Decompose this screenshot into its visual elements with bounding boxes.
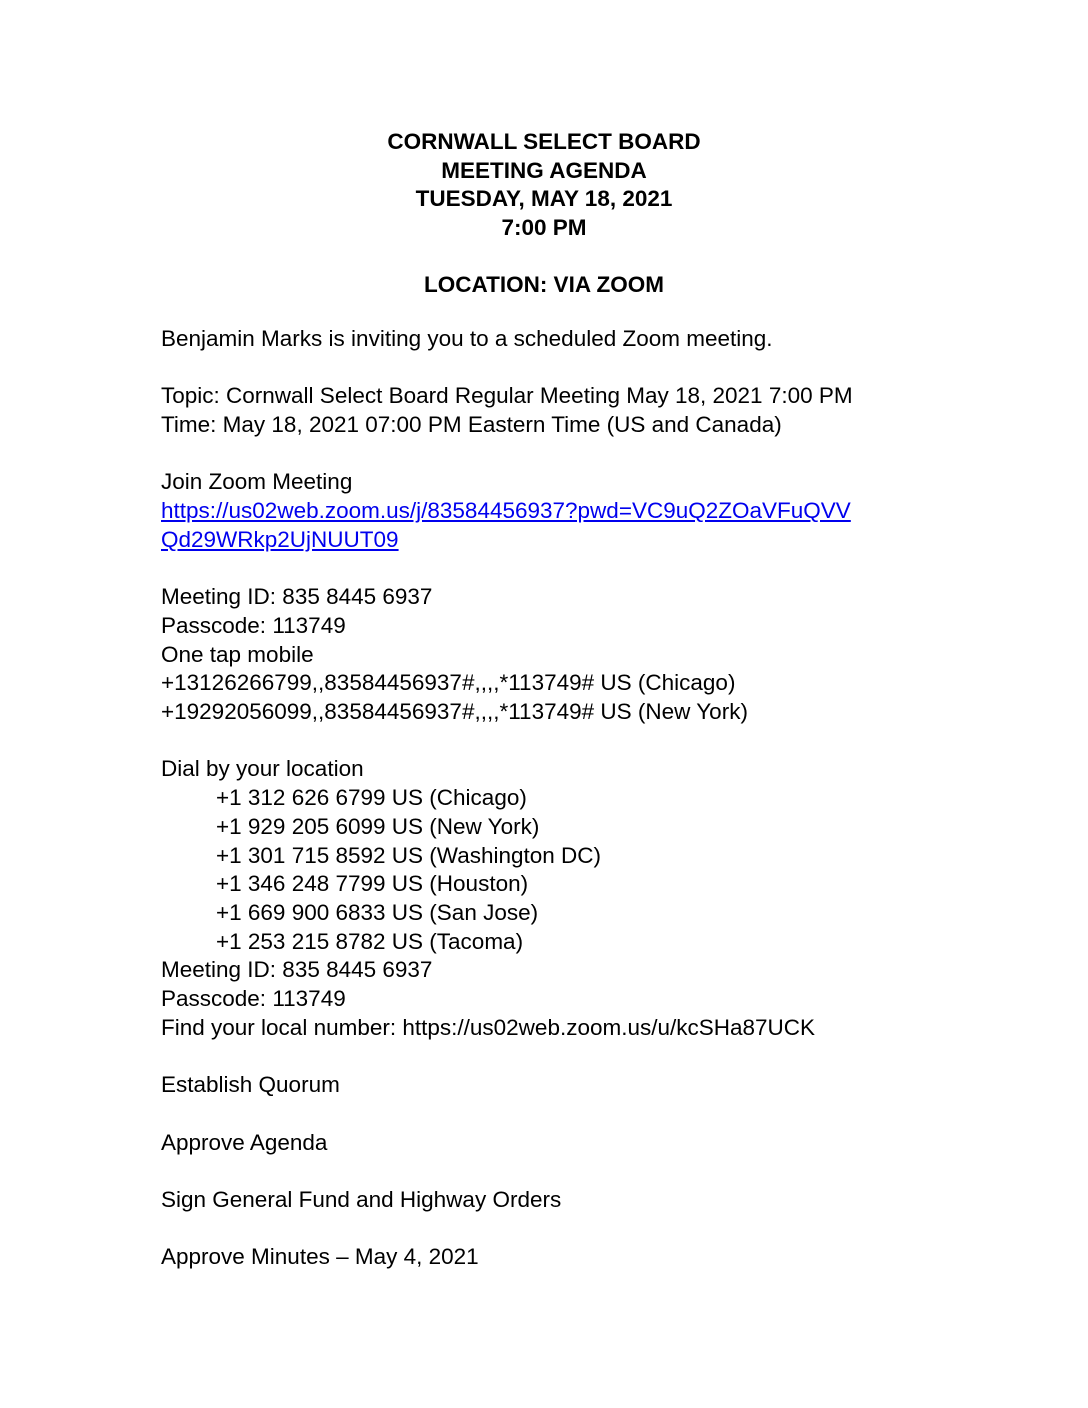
join-link-line-2[interactable]: Qd29WRkp2UjNUUT09 [161, 526, 399, 552]
join-link-line-1[interactable]: https://us02web.zoom.us/j/83584456937?pwd=VC9uQ2ZOaVFuQVV [161, 498, 851, 524]
dial-number: +1 669 900 6833 US (San Jose) [216, 900, 539, 925]
one-tap-number: +19292056099,,83584456937#,,,,*113749# US (New York) [161, 699, 748, 725]
spacer [161, 555, 941, 584]
spacer [161, 354, 941, 383]
meeting-time: 7:00 PM [501, 215, 587, 241]
meeting-location: LOCATION: VIA ZOOM [424, 272, 664, 297]
agenda-item: Establish Quorum [161, 1072, 340, 1098]
dial-number: +1 312 626 6799 US (Chicago) [216, 785, 527, 811]
meeting-date: TUESDAY, MAY 18, 2021 [415, 186, 673, 212]
board-name: CORNWALL SELECT BOARD [387, 129, 701, 154]
join-label: Join Zoom Meeting [161, 469, 353, 495]
spacer [161, 1043, 941, 1072]
find-local-number: Find your local number: https://us02web.zoom.us/u/kcSHa87UCK [161, 1014, 816, 1040]
spacer [161, 1215, 941, 1244]
dial-number: +1 301 715 8592 US (Washington DC) [216, 842, 602, 868]
passcode-repeat: Passcode: 113749 [161, 986, 346, 1012]
meeting-id: Meeting ID: 835 8445 6937 [161, 584, 433, 610]
agenda-header [0, 128, 1088, 243]
agenda-item: Approve Minutes – May 4, 2021 [161, 1244, 479, 1270]
one-tap-label: One tap mobile [161, 641, 314, 667]
agenda-item: Approve Agenda [161, 1129, 328, 1155]
dial-number: +1 253 215 8782 US (Tacoma) [216, 928, 524, 954]
invite-text: Benjamin Marks is inviting you to a scheduled Zoom meeting. [161, 326, 773, 351]
topic-text: Topic: Cornwall Select Board Regular Meeting May 18, 2021 7:00 PM [161, 383, 853, 409]
spacer [161, 727, 941, 756]
meeting-id-repeat: Meeting ID: 835 8445 6937 [161, 957, 433, 983]
passcode: Passcode: 113749 [161, 612, 346, 638]
time-text: Time: May 18, 2021 07:00 PM Eastern Time (US and Canada) [161, 412, 782, 438]
agenda-item: Sign General Fund and Highway Orders [161, 1186, 562, 1212]
document-title: MEETING AGENDA [441, 157, 647, 183]
one-tap-number: +13126266799,,83584456937#,,,,*113749# US (Chicago) [161, 670, 736, 696]
spacer [161, 1157, 941, 1186]
dial-label: Dial by your location [161, 756, 364, 782]
dial-number: +1 929 205 6099 US (New York) [216, 813, 540, 839]
spacer [161, 1100, 941, 1129]
dial-number: +1 346 248 7799 US (Houston) [216, 871, 529, 897]
spacer [161, 440, 941, 469]
agenda-body [161, 325, 941, 1272]
